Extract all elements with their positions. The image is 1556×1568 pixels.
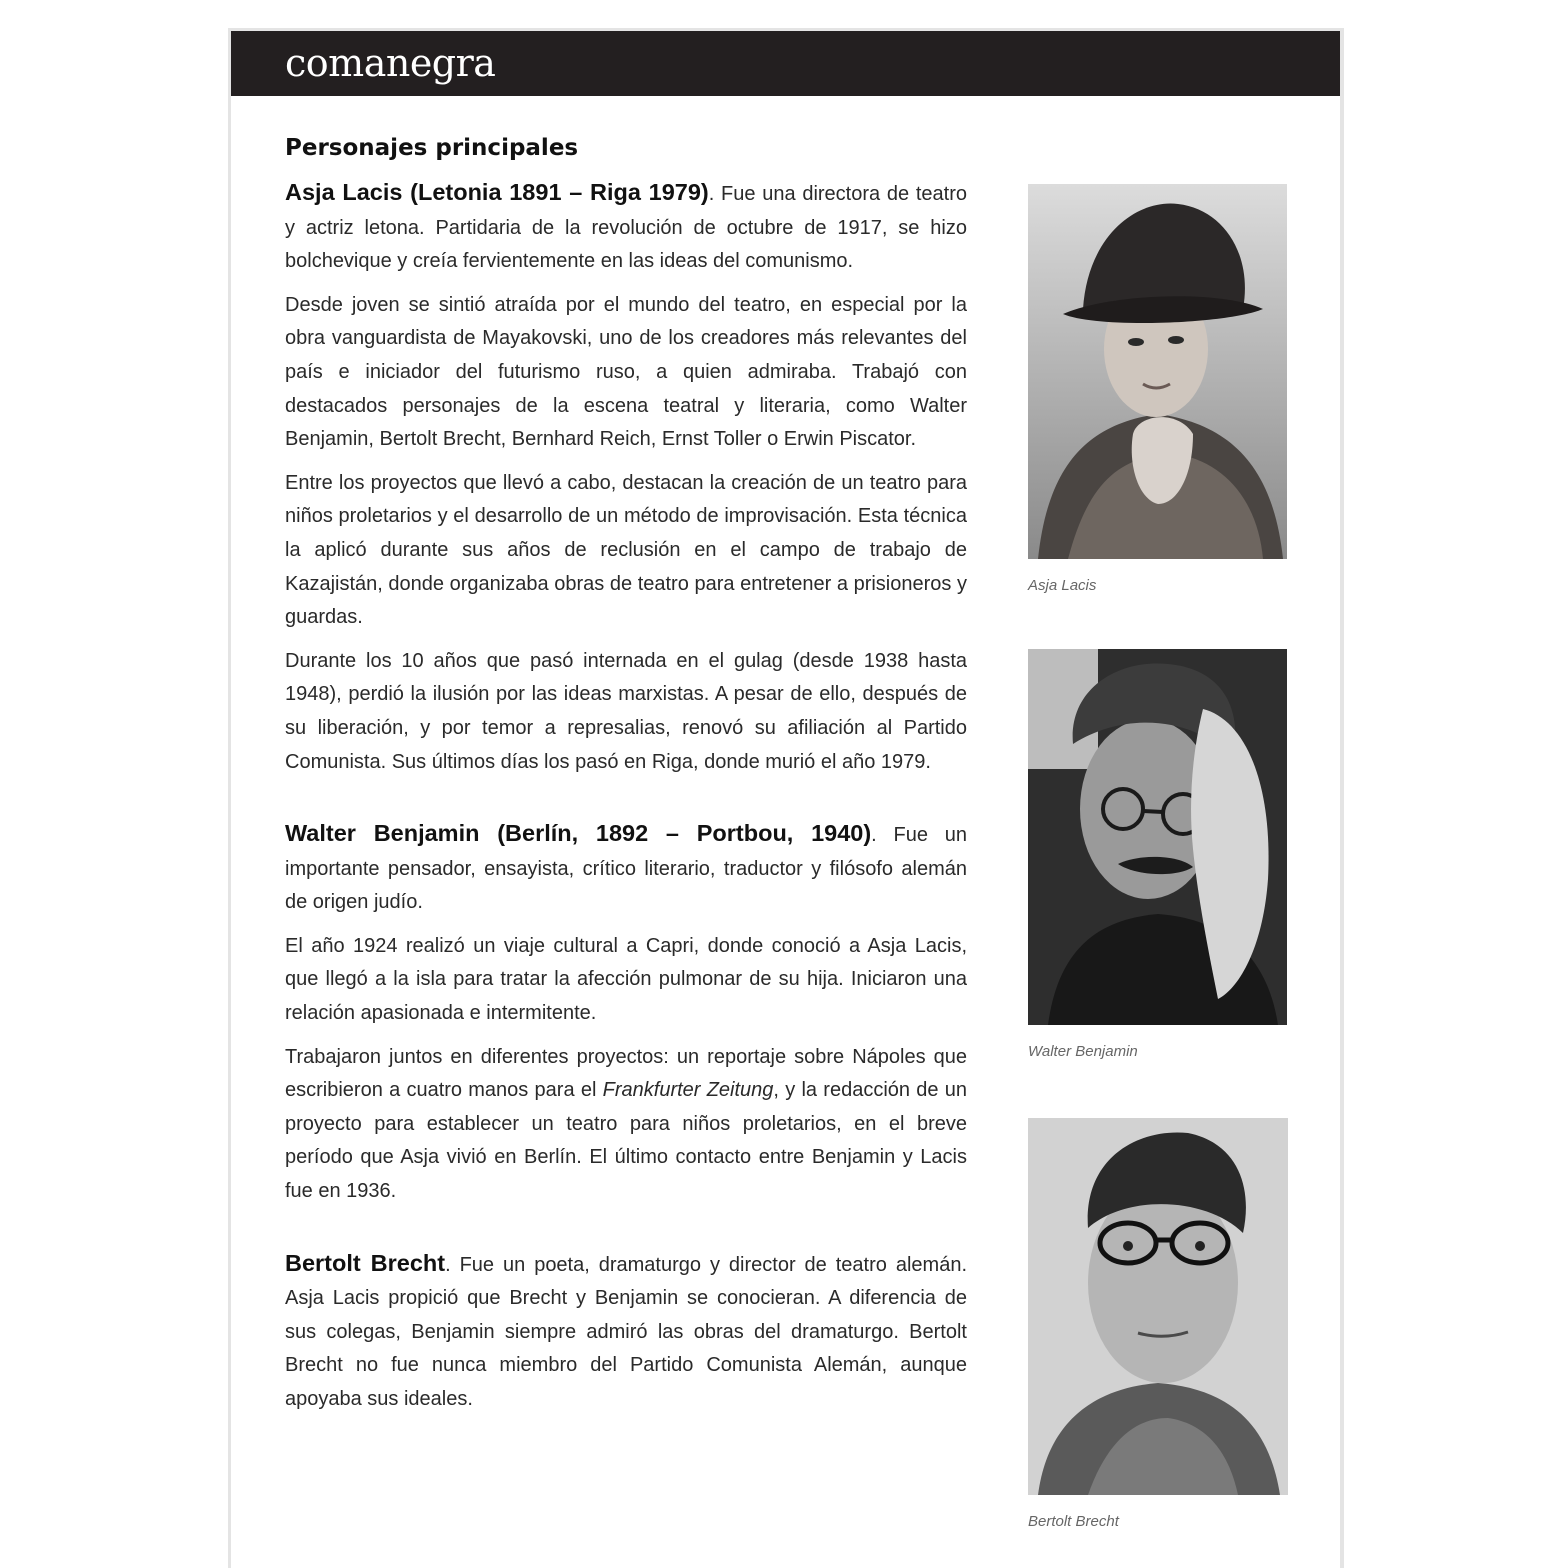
bertolt-brecht-caption: Bertolt Brecht bbox=[1028, 1513, 1119, 1530]
walter-p3-start: Trabajaron juntos en diferentes proyectos: un reportaje sobre Nápoles que escribieron a cuatro manos para el bbox=[285, 1045, 967, 1102]
walter-benjamin-caption: Walter Benjamin bbox=[1028, 1043, 1138, 1060]
asja-lacis-caption: Asja Lacis bbox=[1028, 577, 1097, 594]
bertolt-intro-paragraph bbox=[285, 1247, 967, 1417]
bertolt-name: Bertolt Brecht bbox=[285, 1249, 446, 1276]
asja-paragraph-3: Entre los proyectos que llevó a cabo, destacan la creación de un teatro para niños proletarios y el desarrollo de un método de improvisación. Esta técnica la aplicó durante sus años de reclusión en el campo de trabajo de Kazajistán, donde organizaba obras de teatro para entretener a prisioneros y guardas. bbox=[285, 471, 967, 629]
walter-p3-end: , y la redacción de un proyecto para establecer un teatro para niños proletarios, en el breve período que Asja vivió en Berlín. El último contacto entre Benjamin y Lacis fue en 1936. bbox=[285, 1079, 967, 1203]
section-title: Personajes principales bbox=[285, 135, 579, 161]
newspaper-title: Frankfurter Zeitung bbox=[602, 1079, 774, 1102]
walter-paragraph-3 bbox=[285, 1041, 967, 1209]
document-page bbox=[228, 28, 1344, 1568]
walter-name: Walter Benjamin (Berlín, 1892 – Portbou, 1940) bbox=[285, 820, 872, 847]
walter-intro-text: . Fue un importante pensador, ensayista, crítico literario, traductor y filósofo alemán de origen judío. bbox=[285, 824, 967, 914]
asja-intro-text: . Fue una directora de teatro y actriz letona. Partidaria de la revolución de octubre de 1917, se hizo bolchevique y creía fervientemente en las ideas del comunismo. bbox=[285, 183, 967, 273]
walter-intro-paragraph bbox=[285, 817, 967, 920]
asja-name: Asja Lacis (Letonia 1891 – Riga 1979) bbox=[285, 179, 709, 205]
bertolt-intro-text: . Fue un poeta, dramaturgo y director de teatro alemán. Asja Lacis propició que Brecht y Benjamin se conocieran. A diferencia de sus colegas, Benjamin siempre admiró las obras del dramaturgo. Bertolt Brecht no fue nunca miembro del Partido Comunista Alemán, aunque apoyaba sus ideales. bbox=[285, 1253, 967, 1410]
main-text bbox=[285, 176, 967, 1427]
header-bar bbox=[231, 31, 1340, 96]
walter-benjamin-photo bbox=[1028, 649, 1287, 1025]
asja-paragraph-4: Durante los 10 años que pasó internada en el gulag (desde 1938 hasta 1948), perdió la ilusión por las ideas marxistas. A pesar de ello, después de su liberación, y por temor a represalias, renovó su afiliación al Partido Comunista. Sus últimos días los pasó en Riga, donde murió el año 1979. bbox=[285, 649, 967, 773]
walter-paragraph-2: El año 1924 realizó un viaje cultural a Capri, donde conoció a Asja Lacis, que llegó a la isla para tratar la afección pulmonar de su hija. Iniciaron una relación apasionada e intermitente. bbox=[285, 934, 967, 1025]
brand-logo: comanegra bbox=[285, 41, 496, 85]
bertolt-brecht-photo bbox=[1028, 1118, 1288, 1495]
asja-lacis-photo bbox=[1028, 184, 1287, 559]
asja-intro-paragraph bbox=[285, 176, 967, 279]
asja-paragraph-2: Desde joven se sintió atraída por el mundo del teatro, en especial por la obra vanguardista de Mayakovski, uno de los creadores más relevantes del país e iniciador del futurismo ruso, a quien admiraba. Trabajó con destacados personajes de la escena teatral y literaria, como Walter Benjamin, Bertolt Brecht, Bernhard Reich, Ernst Toller o Erwin Piscator. bbox=[285, 293, 967, 451]
